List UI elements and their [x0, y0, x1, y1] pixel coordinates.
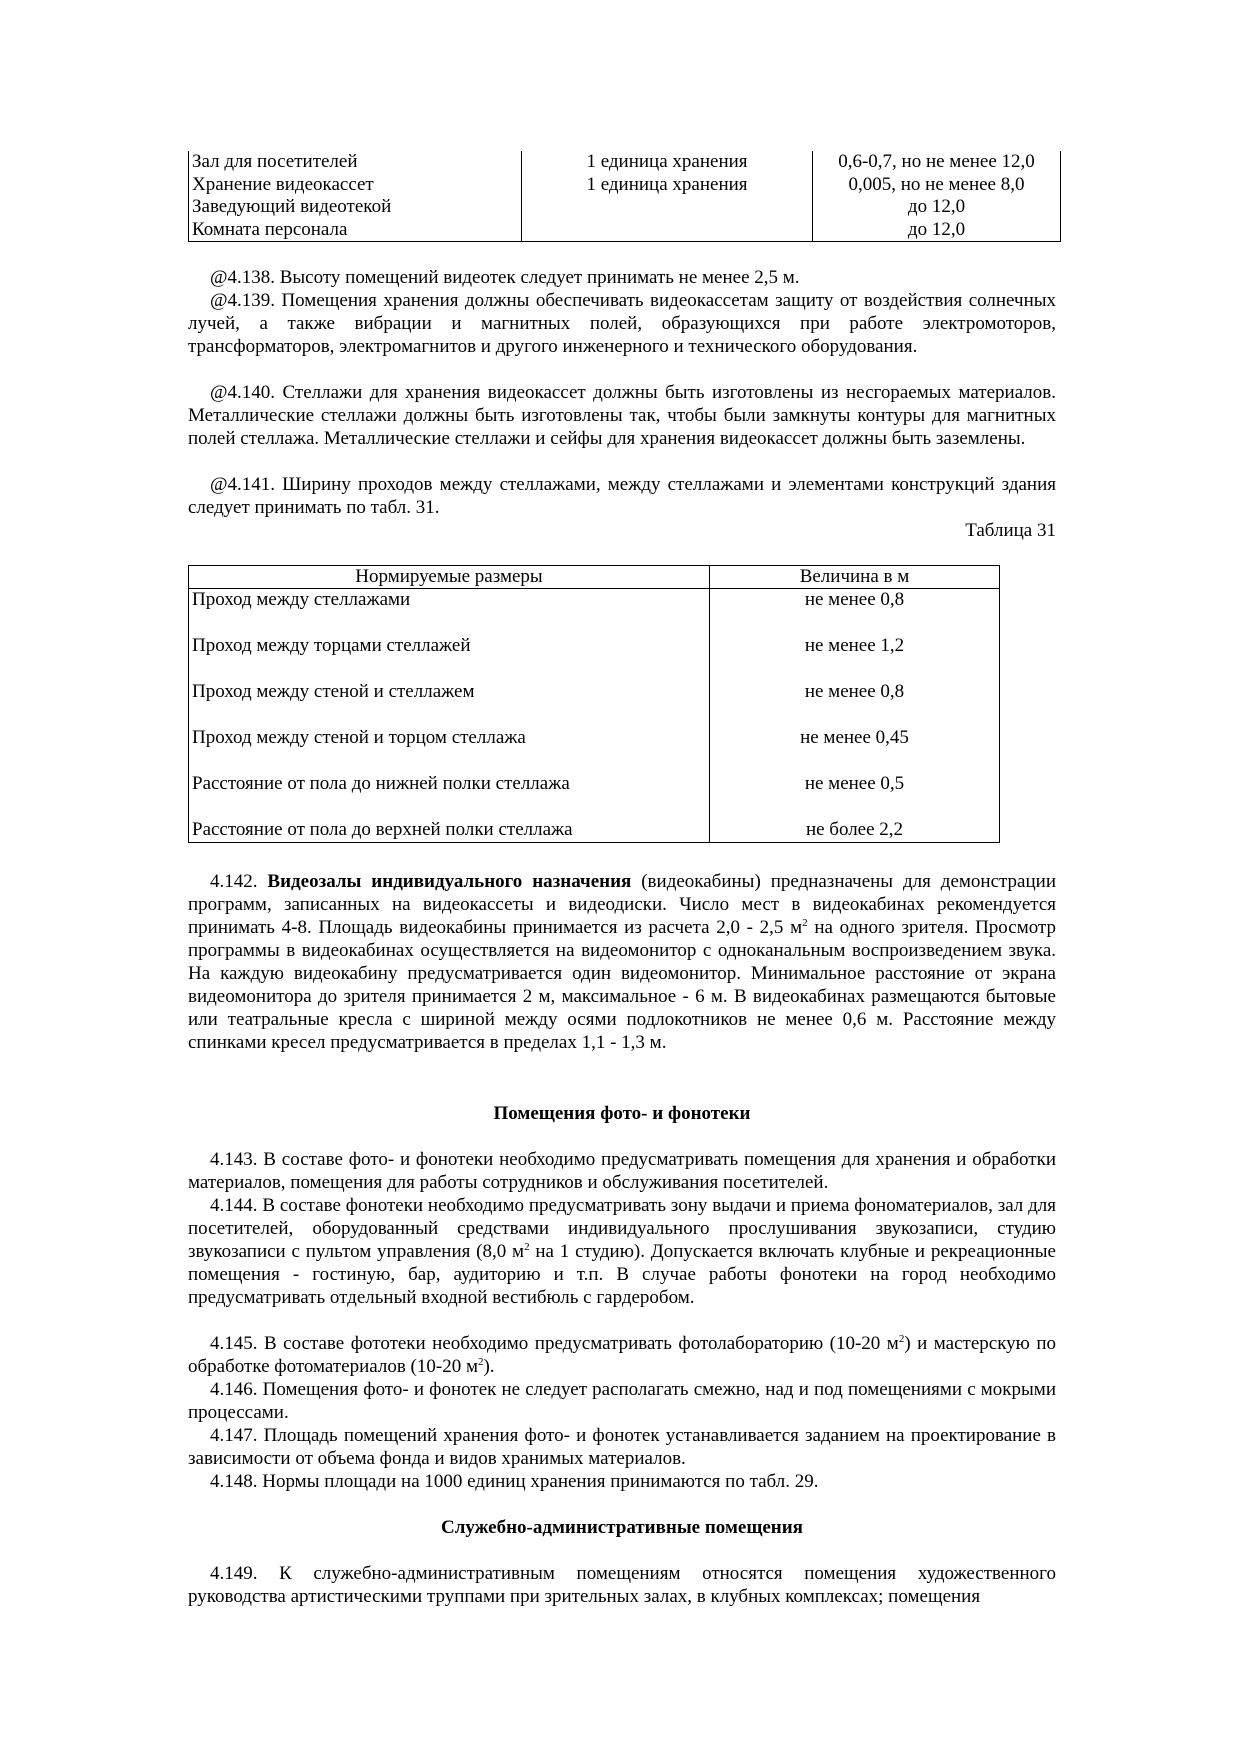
superscript: 2: [477, 1356, 484, 1368]
table-cell: 1 единица хранения: [522, 174, 813, 197]
table-cell: не менее 0,8: [710, 589, 1000, 636]
table-row: [189, 819, 1000, 843]
table-header-row: [189, 566, 1000, 589]
aisle-width-table: [188, 565, 1000, 843]
table-row: [189, 681, 1000, 727]
paragraph-bold-term: Видеозалы индивидуального назначения: [267, 871, 632, 892]
table-cell: не более 2,2: [710, 819, 1000, 843]
paragraph-text: (видеокабины) предназначены для демонстрации программ, записанных на видеокассеты и видеодиски. Число мест в видеокабинах рекомендуется принимать 4-8. Площадь видеокабины принимается из расчета 2,0 - 2,5 м: [188, 871, 1056, 938]
table-cell: Зал для посетителей: [189, 151, 522, 174]
table-row: [189, 196, 1061, 219]
paragraph-4140: [188, 381, 1056, 450]
table-cell: Заведующий видеотекой: [189, 196, 522, 219]
table-cell: до 12,0: [813, 196, 1061, 219]
paragraph-text: на одного зрителя. Просмотр программы в видеокабинах осуществляется на видеомонитор с одноканальным воспроизведением звука. На каждую видеокабину предусматривается один видеомонитор. Минимальное расстояние от экрана видеомонитора до зрителя принимается 2 м, максимальное - 6 м. В видеокабинах размещаются бытовые или театральные кресла с шириной между осями подлокотников не менее 0,6 м. Расстояние между спинками кресел предусматривается в пределах 1,1 - 1,3 м.: [188, 917, 1057, 1053]
paragraph-text: @4.138. Высоту помещений видеотек следует принимать не менее 2,5 м.: [210, 267, 800, 288]
table-cell: 1 единица хранения: [522, 151, 813, 174]
paragraph-4139: [188, 289, 1056, 358]
paragraph-4142: [188, 870, 1056, 1054]
paragraph-text: 4.147. Площадь помещений хранения фото- и фонотек устанавливается заданием на проектирование в зависимости от объема фонда и видов хранимых материалов.: [188, 1425, 1056, 1469]
paragraph-text: @4.141. Ширину проходов между стеллажами, между стеллажами и элементами конструкций здания следует принимать по табл. 31.: [188, 474, 1056, 518]
rooms-table: [188, 151, 1061, 242]
superscript: 2: [524, 1241, 530, 1253]
paragraph-text: 4.148. Нормы площади на 1000 единиц хранения принимаются по табл. 29.: [210, 1471, 819, 1492]
table-cell: Проход между стеллажами: [189, 589, 710, 636]
table-caption: Таблица 31: [965, 520, 1056, 541]
table-row: [189, 219, 1061, 242]
paragraph-4147: [188, 1424, 1056, 1470]
table-cell: Проход между торцами стеллажей: [189, 635, 710, 681]
table-cell: Хранение видеокассет: [189, 174, 522, 197]
table-row: [189, 589, 1000, 636]
paragraph-4143: [188, 1148, 1056, 1194]
section-heading-photo-phono: Помещения фото- и фонотеки: [493, 1103, 751, 1124]
section-heading-admin: Служебно-административные помещения: [441, 1517, 803, 1538]
paragraph-4149: [188, 1562, 1056, 1608]
paragraph-4148: [188, 1470, 1056, 1493]
table-cell: не менее 0,45: [710, 727, 1000, 773]
table-cell: не менее 1,2: [710, 635, 1000, 681]
table-row: [189, 773, 1000, 819]
table-cell: Комната персонала: [189, 219, 522, 242]
table-cell: [522, 196, 813, 219]
paragraph-text: @4.139. Помещения хранения должны обеспечивать видеокассетам защиту от воздействия солнечных лучей, а также вибрации и магнитных полей, образующихся при работе электромоторов, трансформаторов, электромагнитов и другого инженерного и технического оборудования.: [188, 290, 1056, 357]
superscript: 2: [802, 917, 808, 929]
table-cell: до 12,0: [813, 219, 1061, 242]
paragraph-4141: [188, 473, 1056, 519]
paragraph-4138: [188, 266, 1056, 289]
column-header: Величина в м: [710, 566, 1000, 589]
superscript: 2: [898, 1333, 905, 1345]
paragraph-4145: [188, 1332, 1056, 1378]
paragraph-4144: [188, 1194, 1056, 1309]
paragraph-text: 4.143. В составе фото- и фонотеки необходимо предусматривать помещения для хранения и обработки материалов, помещения для работы сотрудников и обслуживания посетителей.: [188, 1149, 1056, 1193]
table-cell: 0,6-0,7, но не менее 12,0: [813, 151, 1061, 174]
table-row: [189, 635, 1000, 681]
paragraph-text: ) и мастерскую по обработке фотоматериалов (10-20 м: [188, 1333, 1056, 1377]
table-row: [189, 174, 1061, 197]
table-cell: не менее 0,8: [710, 681, 1000, 727]
table-cell: Расстояние от пола до нижней полки стеллажа: [189, 773, 710, 819]
table-cell: Проход между стеной и торцом стеллажа: [189, 727, 710, 773]
paragraph-text: 4.144. В составе фонотеки необходимо предусматривать зону выдачи и приема фономатериалов, зал для посетителей, оборудованный средствами индивидуального прослушивания звукозаписи, студию звукозаписи с пультом управления (8,0 м: [188, 1195, 1056, 1262]
paragraph-text: @4.140. Стеллажи для хранения видеокассет должны быть изготовлены из несгораемых материалов. Металлические стеллажи должны быть изготовлены так, чтобы были замкнуты контуры для магнитных полей стеллажа. Металлические стеллажи и сейфы для хранения видеокассет должны быть заземлены.: [188, 382, 1056, 449]
table-cell: не менее 0,5: [710, 773, 1000, 819]
paragraph-4146: [188, 1378, 1056, 1424]
paragraph-text: на 1 студию). Допускается включать клубные и рекреационные помещения - гостиную, бар, аудиторию и т.п. В случае работы фонотеки на город необходимо предусматривать отдельный входной вестибюль с гардеробом.: [188, 1241, 1056, 1308]
paragraph-text: ).: [483, 1356, 495, 1377]
table-cell: Проход между стеной и стеллажем: [189, 681, 710, 727]
table-cell: Расстояние от пола до верхней полки стеллажа: [189, 819, 710, 843]
paragraph-number: 4.142.: [210, 871, 258, 892]
paragraph-text: 4.149. К служебно-административным помещениям относятся помещения художественного руководства артистическими труппами при зрительных залах, в клубных комплексах; помещения: [188, 1563, 1056, 1607]
column-header: Нормируемые размеры: [189, 566, 710, 589]
table-row: [189, 727, 1000, 773]
table-row: [189, 151, 1061, 174]
table-cell: 0,005, но не менее 8,0: [813, 174, 1061, 197]
paragraph-text: 4.145. В составе фототеки необходимо предусматривать фотолабораторию (10-20 м: [210, 1333, 899, 1354]
paragraph-text: 4.146. Помещения фото- и фонотек не следует располагать смежно, над и под помещениями с мокрыми процессами.: [188, 1379, 1056, 1423]
table-cell: [522, 219, 813, 242]
